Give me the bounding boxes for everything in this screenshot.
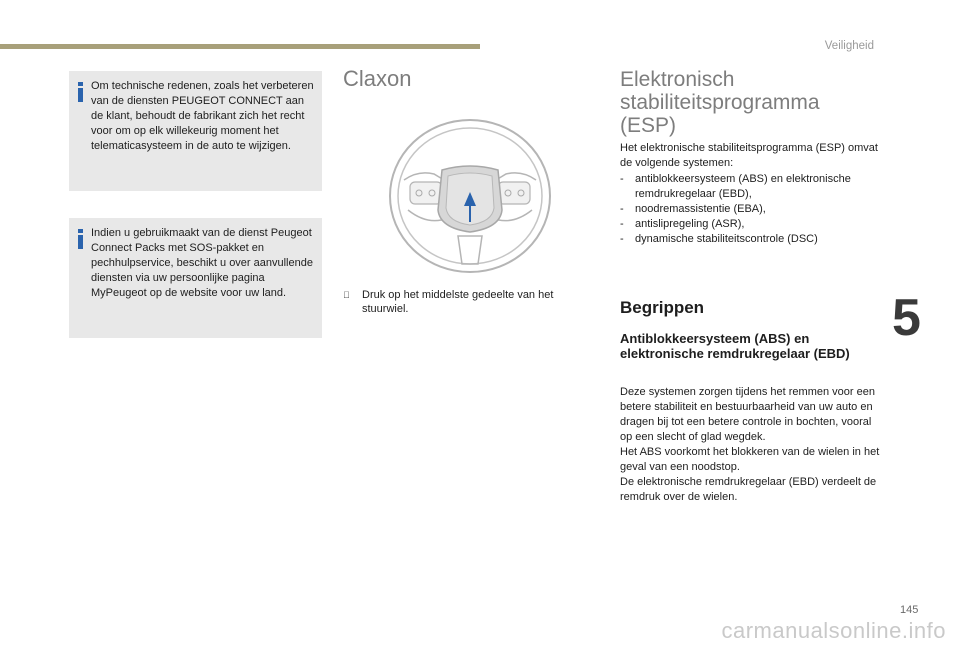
watermark: carmanualsonline.info xyxy=(721,618,946,643)
horn-instruction xyxy=(343,288,583,316)
arrow-bullet-icon xyxy=(343,288,350,302)
list-item: - noodremassistentie (EBA), xyxy=(620,203,766,215)
claxon-heading: Claxon xyxy=(343,66,412,91)
paragraph: De elektronische remdrukregelaar (EBD) verdeelt de remdruk over de wielen. xyxy=(620,476,877,503)
paragraph: Deze systemen zorgen tijdens het remmen voor een betere stabiliteit en bestuurbaarheid van uw auto en dragen bij tot een betere controle in bochten, vooral op een slecht of glad wegdek. xyxy=(620,386,875,443)
esp-heading: Elektronisch stabiliteitsprogramma (ESP) xyxy=(620,68,820,137)
list-item: - antiblokkeersysteem (ABS) en elektronische remdrukregelaar (EBD), xyxy=(620,173,851,200)
chapter-number: 5 xyxy=(892,289,921,347)
info-icon xyxy=(78,82,83,102)
abs-ebd-body xyxy=(620,385,885,505)
horn-instruction-text: Druk op het middelste gedeelte van het stuurwiel. xyxy=(362,289,554,315)
section-label: Veiligheid xyxy=(824,40,874,52)
info-note xyxy=(69,218,322,338)
steering-wheel-illustration xyxy=(388,118,552,274)
list-item: - antislipregeling (ASR), xyxy=(620,218,745,230)
esp-system-list xyxy=(620,172,885,247)
list-item: - dynamische stabiliteitscontrole (DSC) xyxy=(620,233,818,245)
info-note xyxy=(69,71,322,191)
info-icon xyxy=(78,229,83,249)
header-accent-bar xyxy=(0,44,480,49)
paragraph: Het ABS voorkomt het blokkeren van de wielen in het geval van een noodstop. xyxy=(620,446,880,473)
page-number: 145 xyxy=(900,604,919,616)
abs-ebd-subheading: Antiblokkeersysteem (ABS) en elektronische remdrukregelaar (EBD) xyxy=(620,331,850,361)
info-note-text: Indien u gebruikmaakt van de dienst Peugeot Connect Packs met SOS-pakket en pechhulpservice, beschikt u over aanvullende diensten via uw persoonlijke pagina MyPeugeot op de website voor uw land. xyxy=(91,227,313,299)
begrippen-heading: Begrippen xyxy=(620,298,705,317)
info-note-text: Om technische redenen, zoals het verbeteren van de diensten PEUGEOT CONNECT aan de klant, behoudt de fabrikant zich het recht voor om op elk willekeurig moment het telematicasysteem in de auto te wijzigen. xyxy=(91,80,314,152)
esp-intro: Het elektronische stabiliteitsprogramma (ESP) omvat de volgende systemen: xyxy=(620,142,878,169)
